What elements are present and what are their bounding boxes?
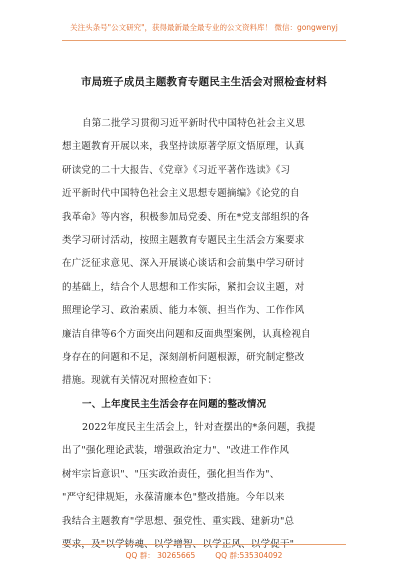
paragraph-line: 自第二批学习贯彻习近平新时代中国特色社会主义思 [82, 118, 306, 129]
footer-divider [62, 544, 346, 545]
footer-qq-group-2: QQ 群:535304092 [215, 551, 283, 560]
paragraph-line: 照理论学习、政治素质、能力本领、担当作为、工作作风 [62, 305, 305, 317]
paragraph-line: 的基础上，结合个人思想和工作实际，紧扣会议主题，对 [62, 281, 305, 293]
paragraph-line: "严守纪律规矩，永葆清廉本色"整改措施。今年以来 [62, 492, 285, 504]
paragraph-line: 我革命》等内容，积极参加局党委、所在*党支部组织的各 [62, 211, 310, 223]
header-divider [62, 40, 346, 41]
section-heading: 一、上年度民主生活会存在问题的整改情况 [82, 398, 267, 410]
document-title: 市局班子成员主题教育专题民主生活会对照检查材料 [80, 76, 328, 88]
footer-contact [0, 550, 408, 561]
footer-qq-group-1: QQ 群： 30265665 [125, 551, 196, 560]
paragraph-line: 措施。现就有关情况对照检查如下： [62, 375, 218, 387]
paragraph-line: 想主题教育开展以来，我坚持读原著学原文悟原理，认真 [62, 141, 305, 153]
paragraph-line: 身存在的问题和不足，深刻剖析问题根源，研究制定整改 [62, 351, 305, 363]
paragraph-line: 2022年度民主生活会上，针对查摆出的*条问题，我提 [82, 422, 316, 434]
paragraph-line: 近平新时代中国特色社会主义思想专题摘编》《论党的自 [62, 188, 300, 200]
paragraph-line: 在广泛征求意见、深入开展谈心谈话和会前集中学习研讨 [62, 258, 305, 270]
paragraph-line: 要求，及"以学铸魂、以学增智、以学正风、以学促干" [62, 539, 295, 551]
paragraph-line: 我结合主题教育"学思想、强党性、重实践、建新功"总 [62, 515, 295, 527]
paragraph-line: 廉洁自律等6个方面突出问题和反面典型案例，认真检视自 [62, 328, 311, 340]
paragraph-line: 树牢宗旨意识"、"压实政治责任，强化担当作为"、 [62, 468, 280, 480]
paragraph-line: 类学习研讨活动，按照主题教育专题民主生活会方案要求 [62, 234, 305, 246]
document-body [62, 112, 346, 556]
paragraph-line: 出了"强化理论武装，增强政治定力"、"改进工作作风 [62, 445, 290, 457]
header-promo-text: 关注头条号"公文研究"，获得最新最全最专业的公文资料库！ 微信：gongwenyj [70, 23, 338, 32]
paragraph-line: 研读党的二十大报告、《党章》《习近平著作选读》《习 [62, 164, 291, 176]
